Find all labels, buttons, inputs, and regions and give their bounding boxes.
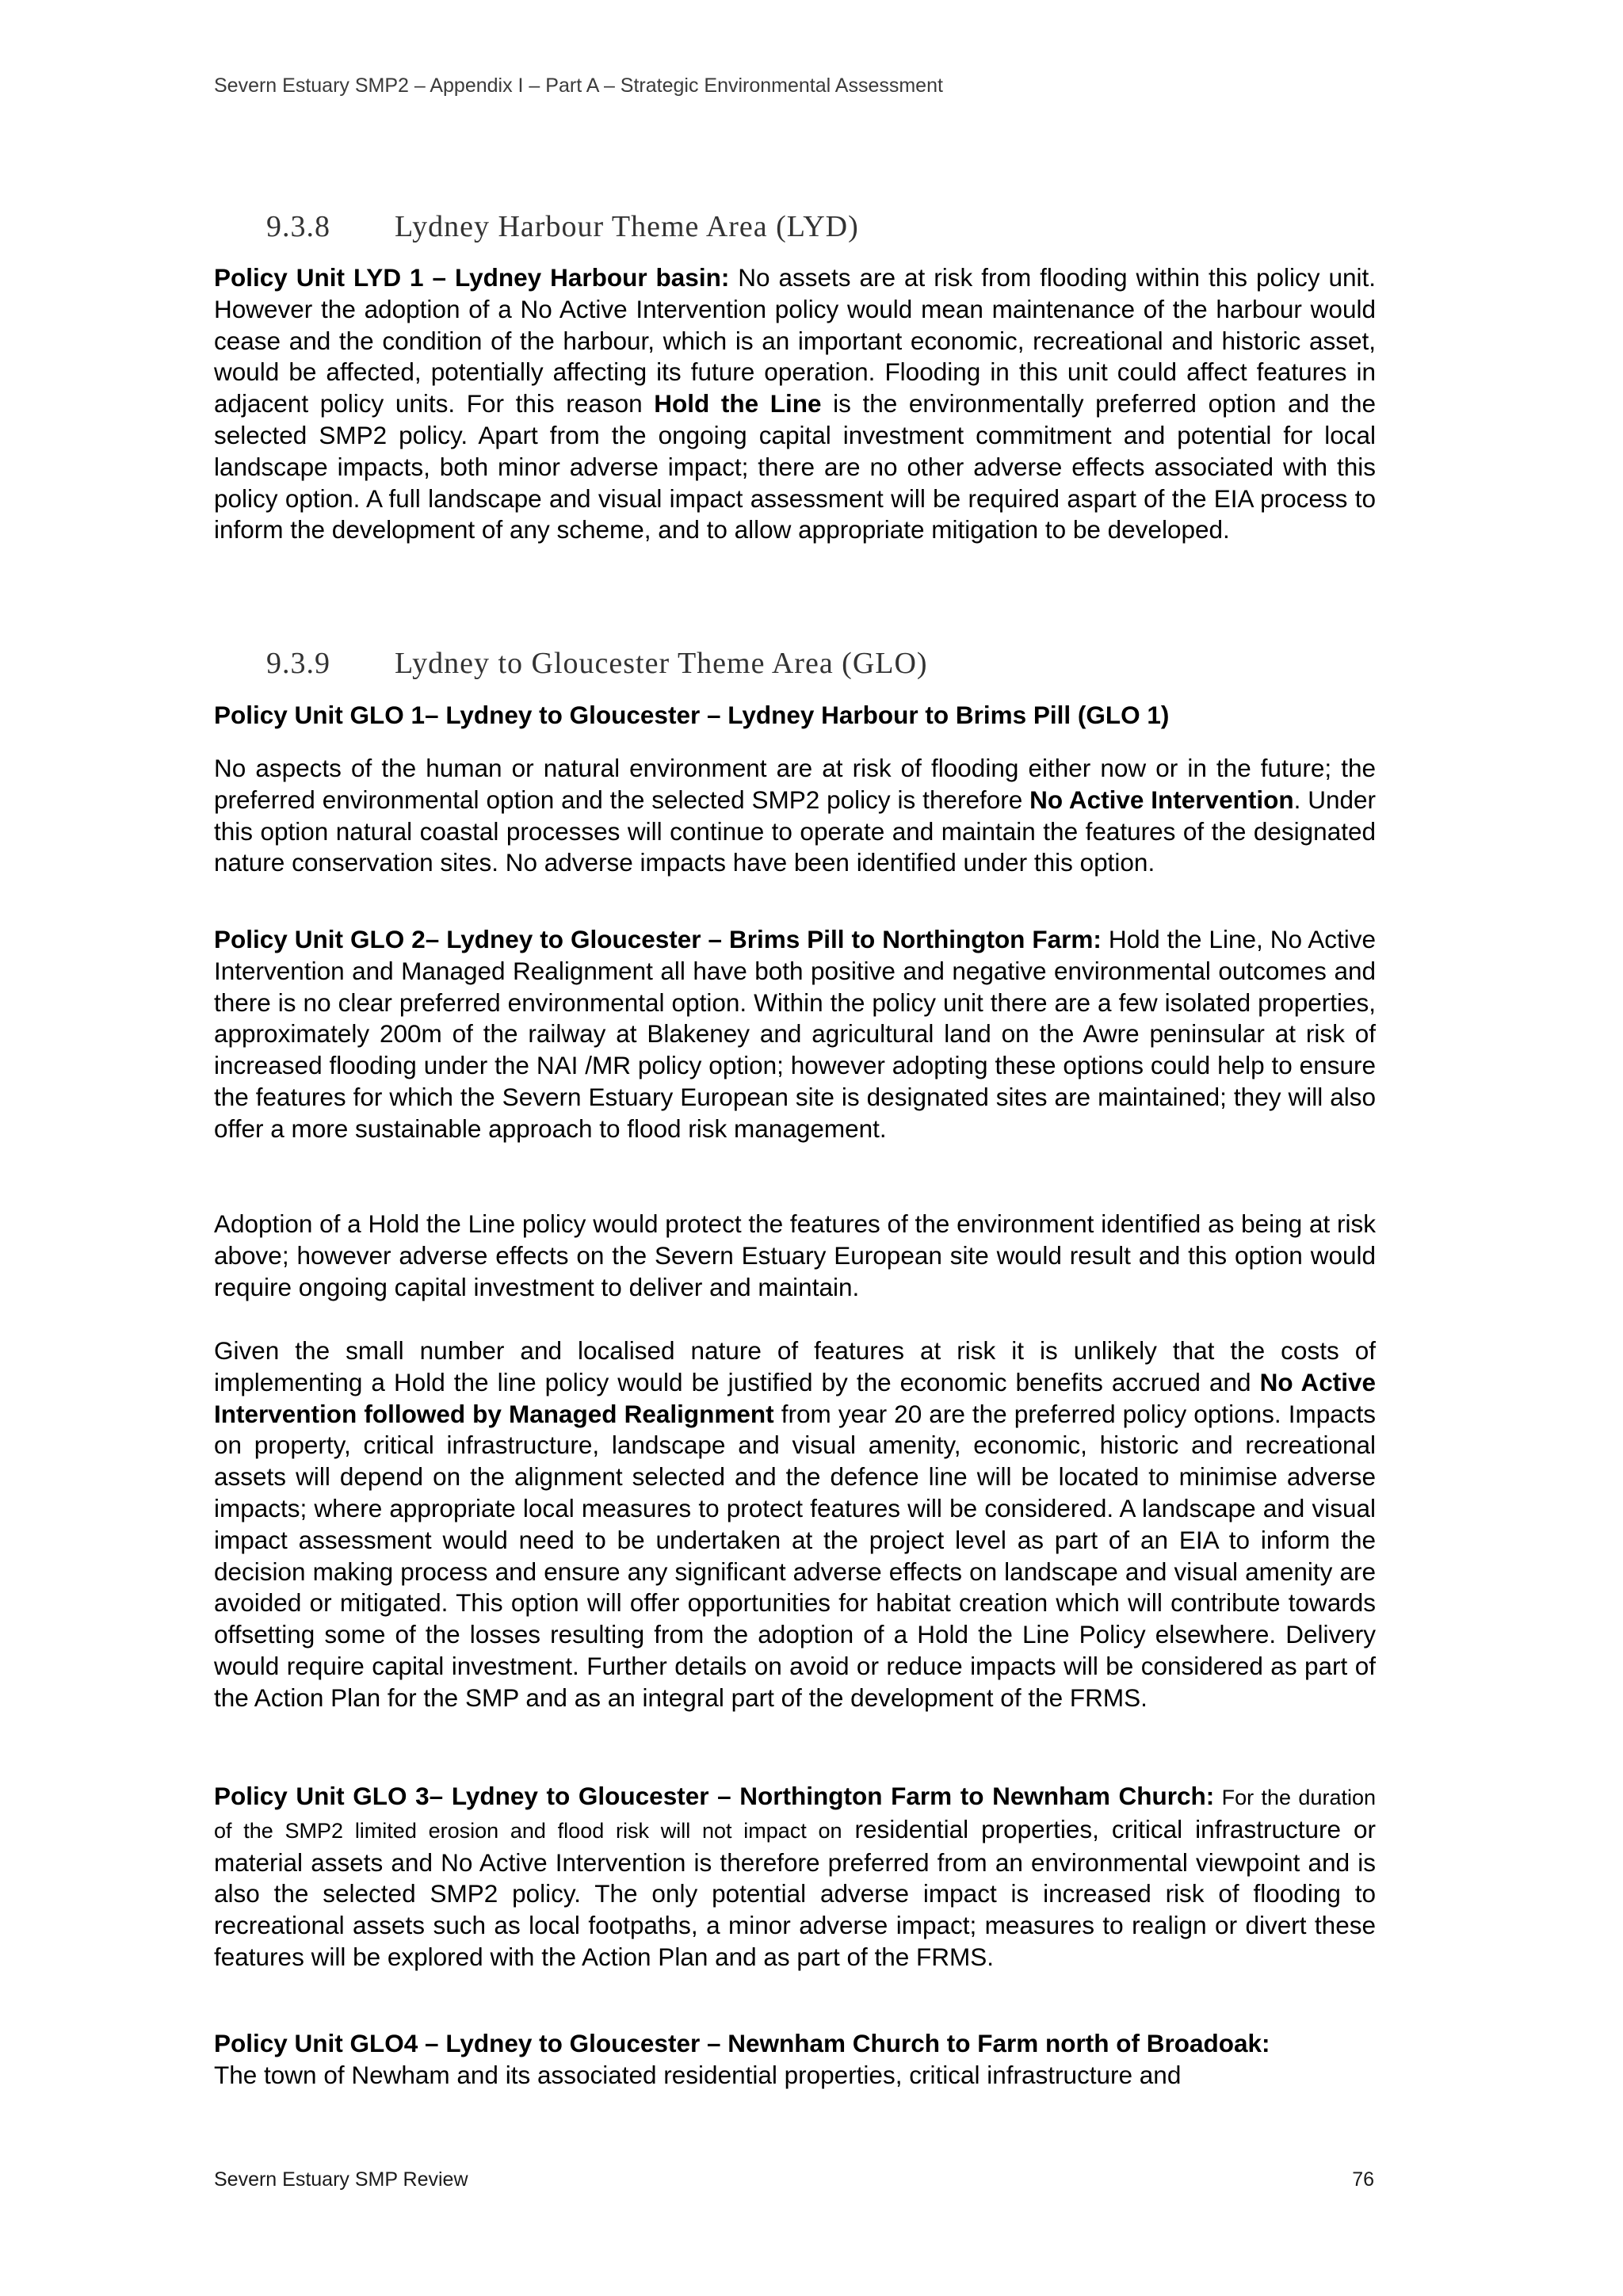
paragraph-text: . Under this option natural coastal processes will continue to operate and maintain the features of the designated nature conservation sites. No adverse impacts have been identified under this option. <box>214 785 1376 877</box>
policy-unit-title: Policy Unit LYD 1 – Lydney Harbour basin: <box>214 263 730 292</box>
section-number: 9.3.8 <box>266 210 330 243</box>
policy-emphasis: Hold the Line <box>654 389 822 418</box>
policy-unit-title: Policy Unit GLO 2– Lydney to Gloucester – Brims Pill to Northington Farm: <box>214 925 1102 953</box>
paragraph-text: residential properties, critical infrastructure or material assets and No Active Intervention is therefore preferred from an environmental viewpoint and is also the selected SMP2 policy. The only potential adverse impact is increased risk of flooding to recreational assets such as local footpaths, a minor adverse impact; measures to realign or divert these features will be explored with the Action Plan and as part of the FRMS. <box>214 1814 1376 1971</box>
section-heading-9-3-8 <box>266 209 859 244</box>
policy-emphasis: No Active Intervention followed by Managed Realignment <box>214 1367 1376 1428</box>
policy-unit-title: Policy Unit GLO 3– Lydney to Gloucester – Northington Farm to Newnham Church: <box>214 1782 1215 1810</box>
policy-unit-glo1-title: Policy Unit GLO 1– Lydney to Gloucester – Lydney Harbour to Brims Pill (GLO 1) <box>214 701 1170 729</box>
running-header: Severn Estuary SMP2 – Appendix I – Part A – Strategic Environmental Assessment <box>214 74 943 97</box>
policy-unit-glo2-paragraph <box>214 924 1376 1145</box>
policy-emphasis: No Active Intervention <box>1029 785 1294 814</box>
paragraph-text: Adoption of a Hold the Line policy would protect the features of the environment identified as being at risk above; however adverse effects on the Severn Estuary European site would result and this option would require ongoing capital investment to deliver and maintain. <box>214 1209 1376 1301</box>
policy-unit-glo2-paragraph-3 <box>214 1335 1376 1714</box>
policy-unit-glo2-paragraph-2 <box>214 1209 1376 1303</box>
section-heading-9-3-9 <box>266 646 928 681</box>
paragraph-text: No aspects of the human or natural environment are at risk of flooding either now or in the future; the preferred environmental option and the selected SMP2 policy is therefore <box>214 754 1376 814</box>
paragraph-text: The town of Newham and its associated residential properties, critical infrastructure and <box>214 2060 1182 2089</box>
policy-unit-glo1-paragraph <box>214 753 1376 879</box>
paragraph-text-small: For the duration of the SMP2 limited erosion and flood risk will not impact on <box>214 1786 1376 1843</box>
paragraph-text: Given the small number and localised nature of features at risk it is unlikely that the costs of implementing a Hold the line policy would be justified by the economic benefits accrued and <box>214 1336 1376 1396</box>
footer-title: Severn Estuary SMP Review <box>214 2168 468 2191</box>
policy-unit-glo3-paragraph <box>214 1781 1376 1973</box>
paragraph-text: Hold the Line, No Active Intervention and Managed Realignment all have both positive and negative environmental outcomes and there is no clear preferred environmental option. Within the policy unit there are a few isolated properties, approximately 200m of the railway at Blakeney and agricultural land on the Awre peninsular at risk of increased flooding under the NAI /MR policy option; however adopting these options could help to ensure the features for which the Severn Estuary European site is designated sites are maintained; they will also offer a more sustainable approach to flood risk management. <box>214 925 1376 1143</box>
paragraph-text: is the environmentally preferred option and the selected SMP2 policy. Apart from the ongoing capital investment commitment and potential for local landscape impacts, both minor adverse impact; there are no other adverse effects associated with this policy option. A full landscape and visual impact assessment will be required aspart of the EIA process to inform the development of any scheme, and to allow appropriate mitigation to be developed. <box>214 389 1376 544</box>
section-title: Lydney Harbour Theme Area (LYD) <box>395 210 859 243</box>
policy-unit-glo4-paragraph <box>214 2028 1376 2092</box>
paragraph-text: No assets are at risk from flooding within this policy unit. However the adoption of a No Active Intervention policy would mean maintenance of the harbour would cease and the condition of the harbour, which is an important economic, recreational and historic asset, would be affected, potentially affecting its future operation. Flooding in this unit could affect features in adjacent policy units. For this reason <box>214 263 1376 418</box>
section-number: 9.3.9 <box>266 647 330 680</box>
policy-unit-title: Policy Unit GLO4 – Lydney to Gloucester – Newnham Church to Farm north of Broadoak: <box>214 2029 1270 2057</box>
page-number: 76 <box>1352 2168 1374 2191</box>
policy-unit-lyd1-paragraph <box>214 262 1376 546</box>
paragraph-text: from year 20 are the preferred policy options. Impacts on property, critical infrastructure, landscape and visual amenity, economic, historic and recreational assets will depend on the alignment selected and the defence line will be located to minimise adverse impacts; where appropriate local measures to protect features will be considered. A landscape and visual impact assessment would need to be undertaken at the project level as part of an EIA to inform the decision making process and ensure any significant adverse effects on landscape and visual amenity are avoided or mitigated. This option will offer opportunities for habitat creation which will contribute towards offsetting some of the losses resulting from the adoption of a Hold the Line Policy elsewhere. Delivery would require capital investment. Further details on avoid or reduce impacts will be considered as part of the Action Plan for the SMP and as an integral part of the development of the FRMS. <box>214 1399 1376 1712</box>
section-title: Lydney to Gloucester Theme Area (GLO) <box>395 647 928 680</box>
